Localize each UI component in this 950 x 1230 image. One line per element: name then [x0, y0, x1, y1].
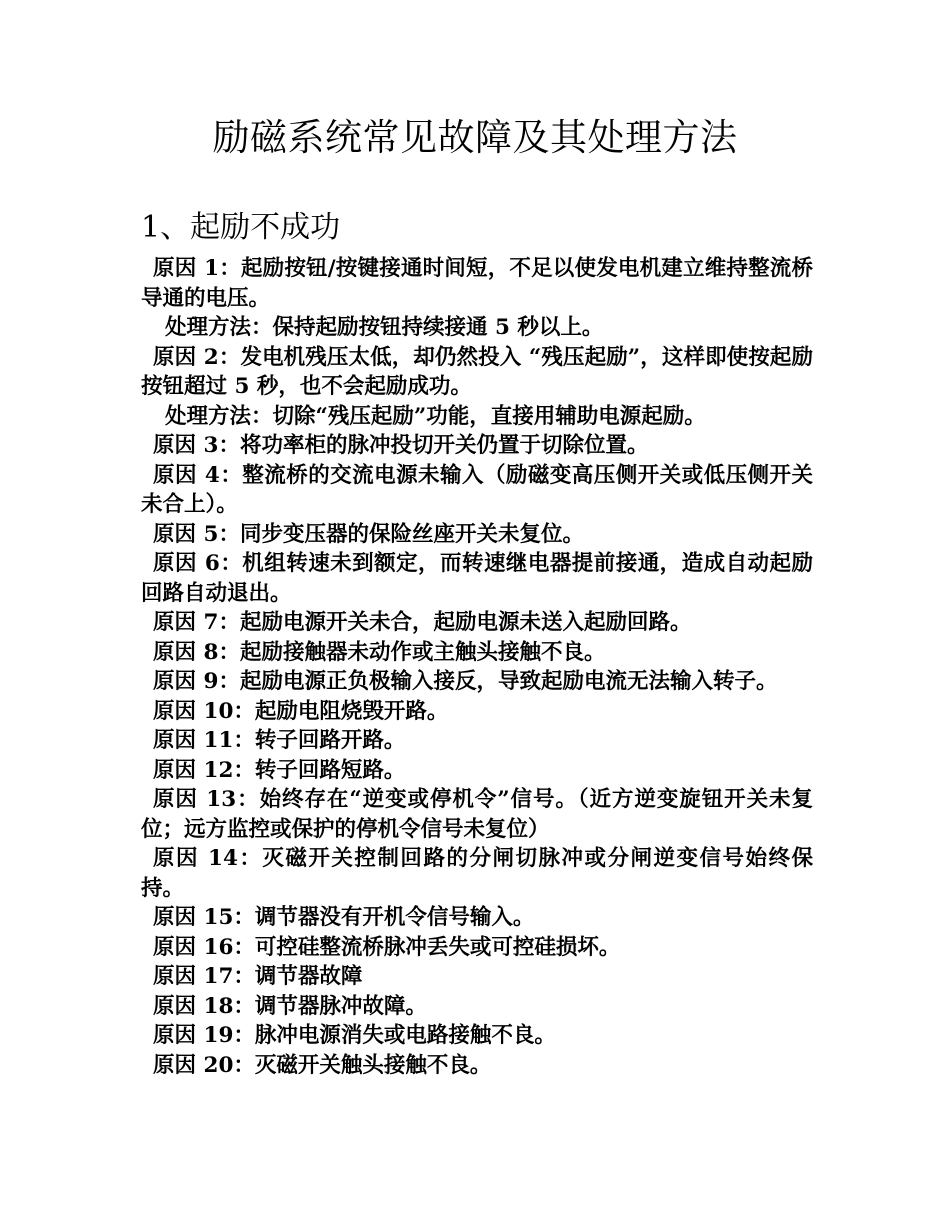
cause-paragraph: 原因 18：调节器脉冲故障。	[153, 993, 427, 1019]
cause-paragraph: 原因 1：起励按钮/按键接通时间短，不足以使发电机建立维持整流桥导通的电压。	[141, 256, 813, 311]
cause-paragraph: 原因 8：起励接触器未动作或主触头接触不良。	[153, 639, 606, 665]
cause-paragraph: 原因 10：起励电阻烧毁开路。	[153, 698, 449, 724]
cause-paragraph: 原因 16：可控硅整流桥脉冲丢失或可控硅损坏。	[153, 934, 621, 960]
section-heading: 1、起励不成功	[141, 210, 341, 245]
cause-paragraph: 原因 4：整流桥的交流电源未输入（励磁变高压侧开关或低压侧开关未合上）。	[141, 462, 813, 517]
cause-paragraph: 原因 20：灭磁开关触头接触不良。	[153, 1052, 492, 1078]
cause-paragraph: 原因 7：起励电源开关未合，起励电源未送入起励回路。	[153, 610, 692, 635]
cause-paragraph: 原因 6：机组转速未到额定，而转速继电器提前接通，造成自动起励回路自动退出。	[141, 551, 813, 606]
cause-paragraph: 原因 9：起励电源正负极输入接反，导致起励电流无法输入转子。	[153, 669, 778, 694]
cause-paragraph: 原因 15：调节器没有开机令信号输入。	[153, 905, 535, 930]
document-body	[141, 206, 813, 1080]
cause-paragraph: 原因 2：发电机残压太低，却仍然投入 “残压起励”，这样即使按起励按钮超过 5 秒，也不会起励成功。	[141, 344, 813, 399]
method-paragraph: 处理方法：保持起励按钮持续接通 5 秒以上。	[165, 315, 604, 340]
method-paragraph: 处理方法：切除“残压起励”功能，直接用辅助电源起励。	[165, 403, 706, 429]
cause-paragraph: 原因 12：转子回路短路。	[153, 757, 406, 783]
cause-paragraph: 原因 14：灭磁开关控制回路的分闸切脉冲或分闸逆变信号始终保持。	[141, 846, 813, 901]
cause-paragraph: 原因 13：始终存在“逆变或停机令”信号。（近方逆变旋钮开关未复位；远方监控或保护的停机令信号未复位）	[141, 787, 813, 842]
cause-paragraph: 原因 19：脉冲电源消失或电路接触不良。	[153, 1023, 556, 1048]
document-title: 励磁系统常见故障及其处理方法	[212, 116, 738, 159]
cause-paragraph: 原因 3：将功率柜的脉冲投切开关仍置于切除位置。	[153, 433, 649, 458]
cause-paragraph: 原因 5：同步变压器的保险丝座开关未复位。	[153, 521, 584, 547]
cause-paragraph: 原因 17：调节器故障	[153, 964, 363, 989]
paragraph-list	[141, 254, 813, 1080]
cause-paragraph: 原因 11：转子回路开路。	[153, 728, 406, 753]
